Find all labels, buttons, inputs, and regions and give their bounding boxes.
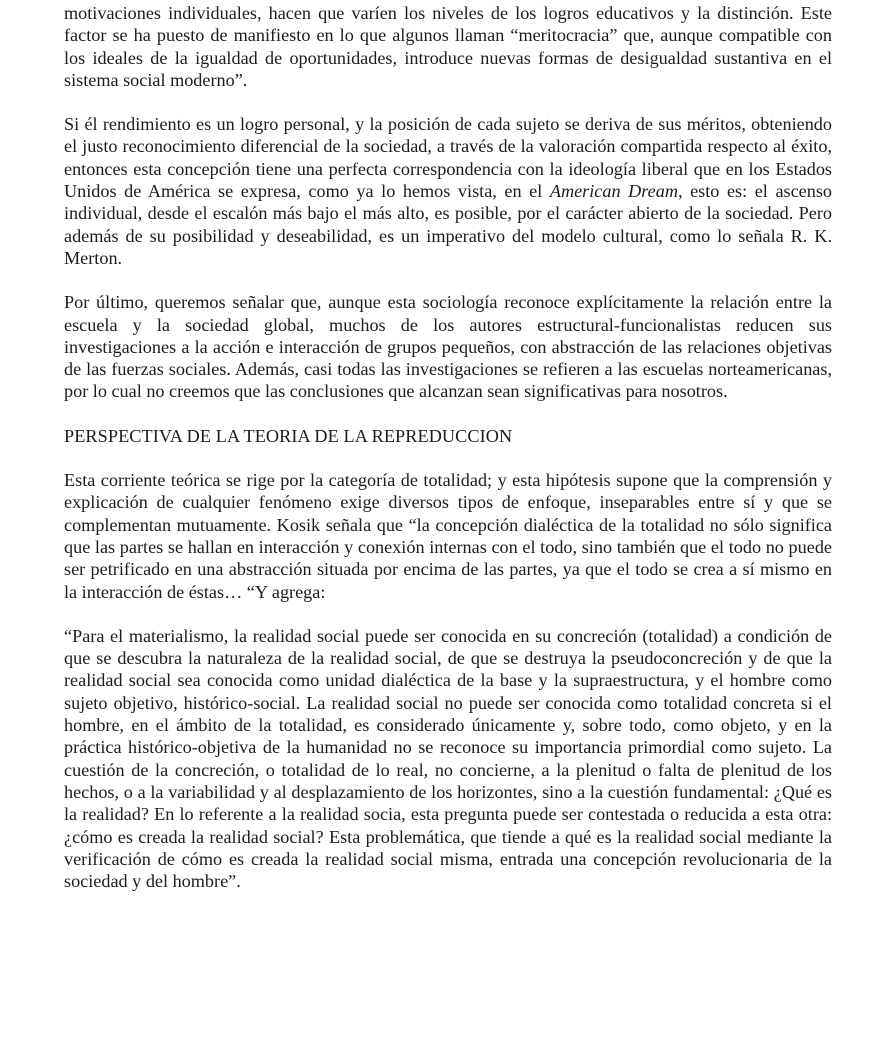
paragraph-por-ultimo: Por último, queremos señalar que, aunque esta sociología reconoce explícitamente la relación entre la escuela y la sociedad global, muchos de los autores estructural-funcionalistas reducen sus investigaciones a la acción e interacción de grupos pequeños, con abstracción de las relaciones objetivas de las fuerzas sociales. Además, casi todas las investigaciones se refieren a las escuelas norteamericanas, por lo cual no creemos que las conclusiones que alcanzan sean significativas para nosotros.: [64, 292, 832, 402]
section-heading: PERSPECTIVA DE LA TEORIA DE LA REPREDUCCION: [64, 425, 513, 446]
paragraph-rendimiento-start: Si él rendimiento es un logro personal, y la posición de cada sujeto se deriva de sus méritos, obteniendo el justo reconocimiento diferencial de la sociedad, a través de la valoración compartida respecto al éxito, entonces esta concepción tiene una perfecta correspondencia con la ideología liberal que en los Estados Unidos de América se expresa, como ya lo hemos vista, en el: [64, 114, 832, 202]
paragraph-rendimiento-end: esto es: el ascenso individual, desde el escalón más bajo el más alto, es posible, por el carácter abierto de la sociedad. Pero además de su posibilidad y deseabilidad, es un imperativo del modelo cultural, como lo señala R. K. Merton.: [64, 181, 833, 268]
paragraph-quote-materialismo: “Para el materialismo, la realidad social puede ser conocida en su concreción (totalidad) a condición de que se descubra la naturaleza de la realidad social, de que se destruya la pseudoconcreción y de que la realidad social sea conocida como unidad dialéctica de la base y la supraestructura, y el hombre como sujeto objetivo, histórico-social. La realidad social no puede ser conocida como totalidad concreta si el hombre, en el ámbito de la totalidad, es considerado únicamente y, sobre todo, como objeto, y en la práctica histórico-objetiva de la humanidad no se reconoce su importancia primordial como sujeto. La cuestión de la concreción, o totalidad de lo real, no concierne, a la plenitud o falta de plenitud de los hechos, o a la variabilidad y al desplazamiento de los horizontes, sino a la cuestión fundamental: ¿Qué es la realidad? En lo referente a la realidad socia, esta pregunta puede ser contestada o reducida a esta otra: ¿cómo es creada la realidad social? Esta problemática, que tiende a qué es la realidad social mediante la verificación de cómo es creada la realidad social misma, entrada una concepción revolucionaria de la sociedad y del hombre”.: [64, 625, 832, 892]
document-page: [64, 2, 832, 914]
paragraph-meritocracia: motivaciones individuales, hacen que varíen los niveles de los logros educativos y la distinción. Este factor se ha puesto de manifiesto en lo que algunos llaman “meritocracia” que, aunque compatible con los ideales de la igualdad de oportunidades, introduce nuevas formas de desigualdad sustantiva en el sistema social moderno”.: [64, 3, 832, 90]
paragraph-rendimiento: [64, 113, 832, 269]
paragraph-totalidad: Esta corriente teórica se rige por la categoría de totalidad; y esta hipótesis supone que la comprensión y explicación de cualquier fenómeno exige diversos tipos de enfoque, inseparables entre sí y que se complementan mutuamente. Kosik señala que “la concepción dialéctica de la totalidad no sólo significa que las partes se hallan en interacción y conexión internas con el todo, sino también que el todo no puede ser petrificado en una abstracción situada por encima de las partes, ya que el todo se crea a sí mismo en la interacción de éstas… “Y agrega:: [64, 470, 832, 602]
american-dream-italic: American Dream,: [549, 181, 683, 202]
